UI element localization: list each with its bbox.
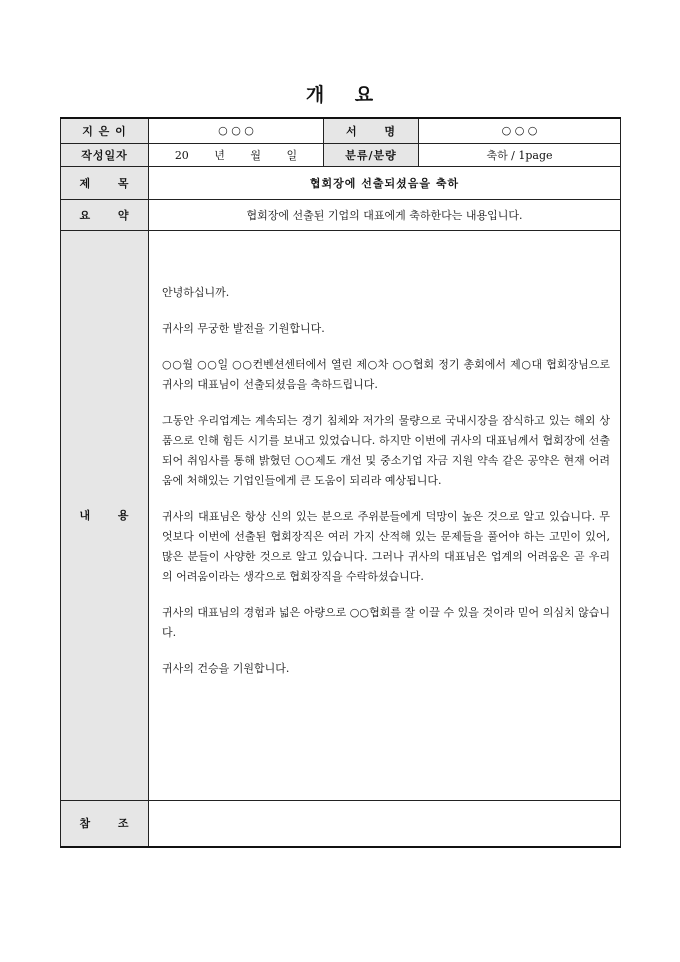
- summary-row: [61, 199, 621, 230]
- signature-value: ○ ○ ○: [419, 118, 621, 143]
- reference-row: [61, 800, 621, 847]
- election-paragraph: ○○월 ○○일 ○○컨벤션센터에서 열린 제○차 ○○협회 정기 총회에서 제○대 협회장님으로 귀사의 대표님이 선출되셨음을 축하드립니다.: [162, 357, 610, 391]
- subject-label: 제 목: [61, 166, 149, 199]
- author-label: 지 은 이: [61, 118, 149, 143]
- summary-label: 요 약: [61, 199, 149, 230]
- content-row: [61, 230, 621, 800]
- confidence-paragraph: 귀사의 대표님의 경험과 넓은 아량으로 ○○협회를 잘 이끌 수 있을 것이라 믿어 의심치 않습니다.: [162, 605, 610, 639]
- content-body: [149, 230, 621, 800]
- category-value: 축하 / 1page: [419, 143, 621, 166]
- date-value: 20 년 월 일: [149, 143, 324, 166]
- greeting-paragraph: 안녕하십니까.: [162, 285, 230, 299]
- date-row: [61, 143, 621, 166]
- date-label: 작성일자: [61, 143, 149, 166]
- reference-value: [149, 800, 621, 847]
- category-label: 분류/분량: [324, 143, 419, 166]
- subject-value: 협회장에 선출되셨음을 축하: [149, 166, 621, 199]
- subject-row: [61, 166, 621, 199]
- summary-value: 협회장에 선출된 기업의 대표에게 축하한다는 내용입니다.: [149, 199, 621, 230]
- closing-paragraph: 귀사의 건승을 기원합니다.: [162, 661, 290, 675]
- wish-paragraph: 귀사의 무궁한 발전을 기원합니다.: [162, 321, 325, 335]
- overview-table: [60, 117, 621, 848]
- signature-label: 서 명: [324, 118, 419, 143]
- character-paragraph: 귀사의 대표님은 항상 신의 있는 분으로 주위분들에게 덕망이 높은 것으로 알고 있습니다. 무엇보다 이번에 선출된 협회장직은 여러 가지 산적해 있는 문제들을 풀어야 하는 고민이 있어, 많은 분들이 사양한 것으로 알고 있습니다. 그러나 귀사의 대표님은 업계의 어려움은 곧 우리의 어려움이라는 생각으로 협회장직을 수락하셨습니다.: [162, 509, 610, 583]
- reference-label: 참 조: [61, 800, 149, 847]
- document-title: 개 요: [305, 84, 375, 106]
- content-label: 내 용: [61, 230, 149, 800]
- industry-paragraph: 그동안 우리업계는 계속되는 경기 침체와 저가의 물량으로 국내시장을 잠식하고 있는 해외 상품으로 인해 힘든 시기를 보내고 있었습니다. 하지만 이번에 귀사의 대표님께서 협회장에 선출되어 취임사를 통해 밝혔던 ○○제도 개선 및 중소기업 자금 지원 약속 같은 공약은 현재 어려움에 처해있는 기업인들에게 큰 도움이 되리라 예상됩니다.: [162, 413, 610, 487]
- author-row: [61, 118, 621, 143]
- author-value: ○ ○ ○: [149, 118, 324, 143]
